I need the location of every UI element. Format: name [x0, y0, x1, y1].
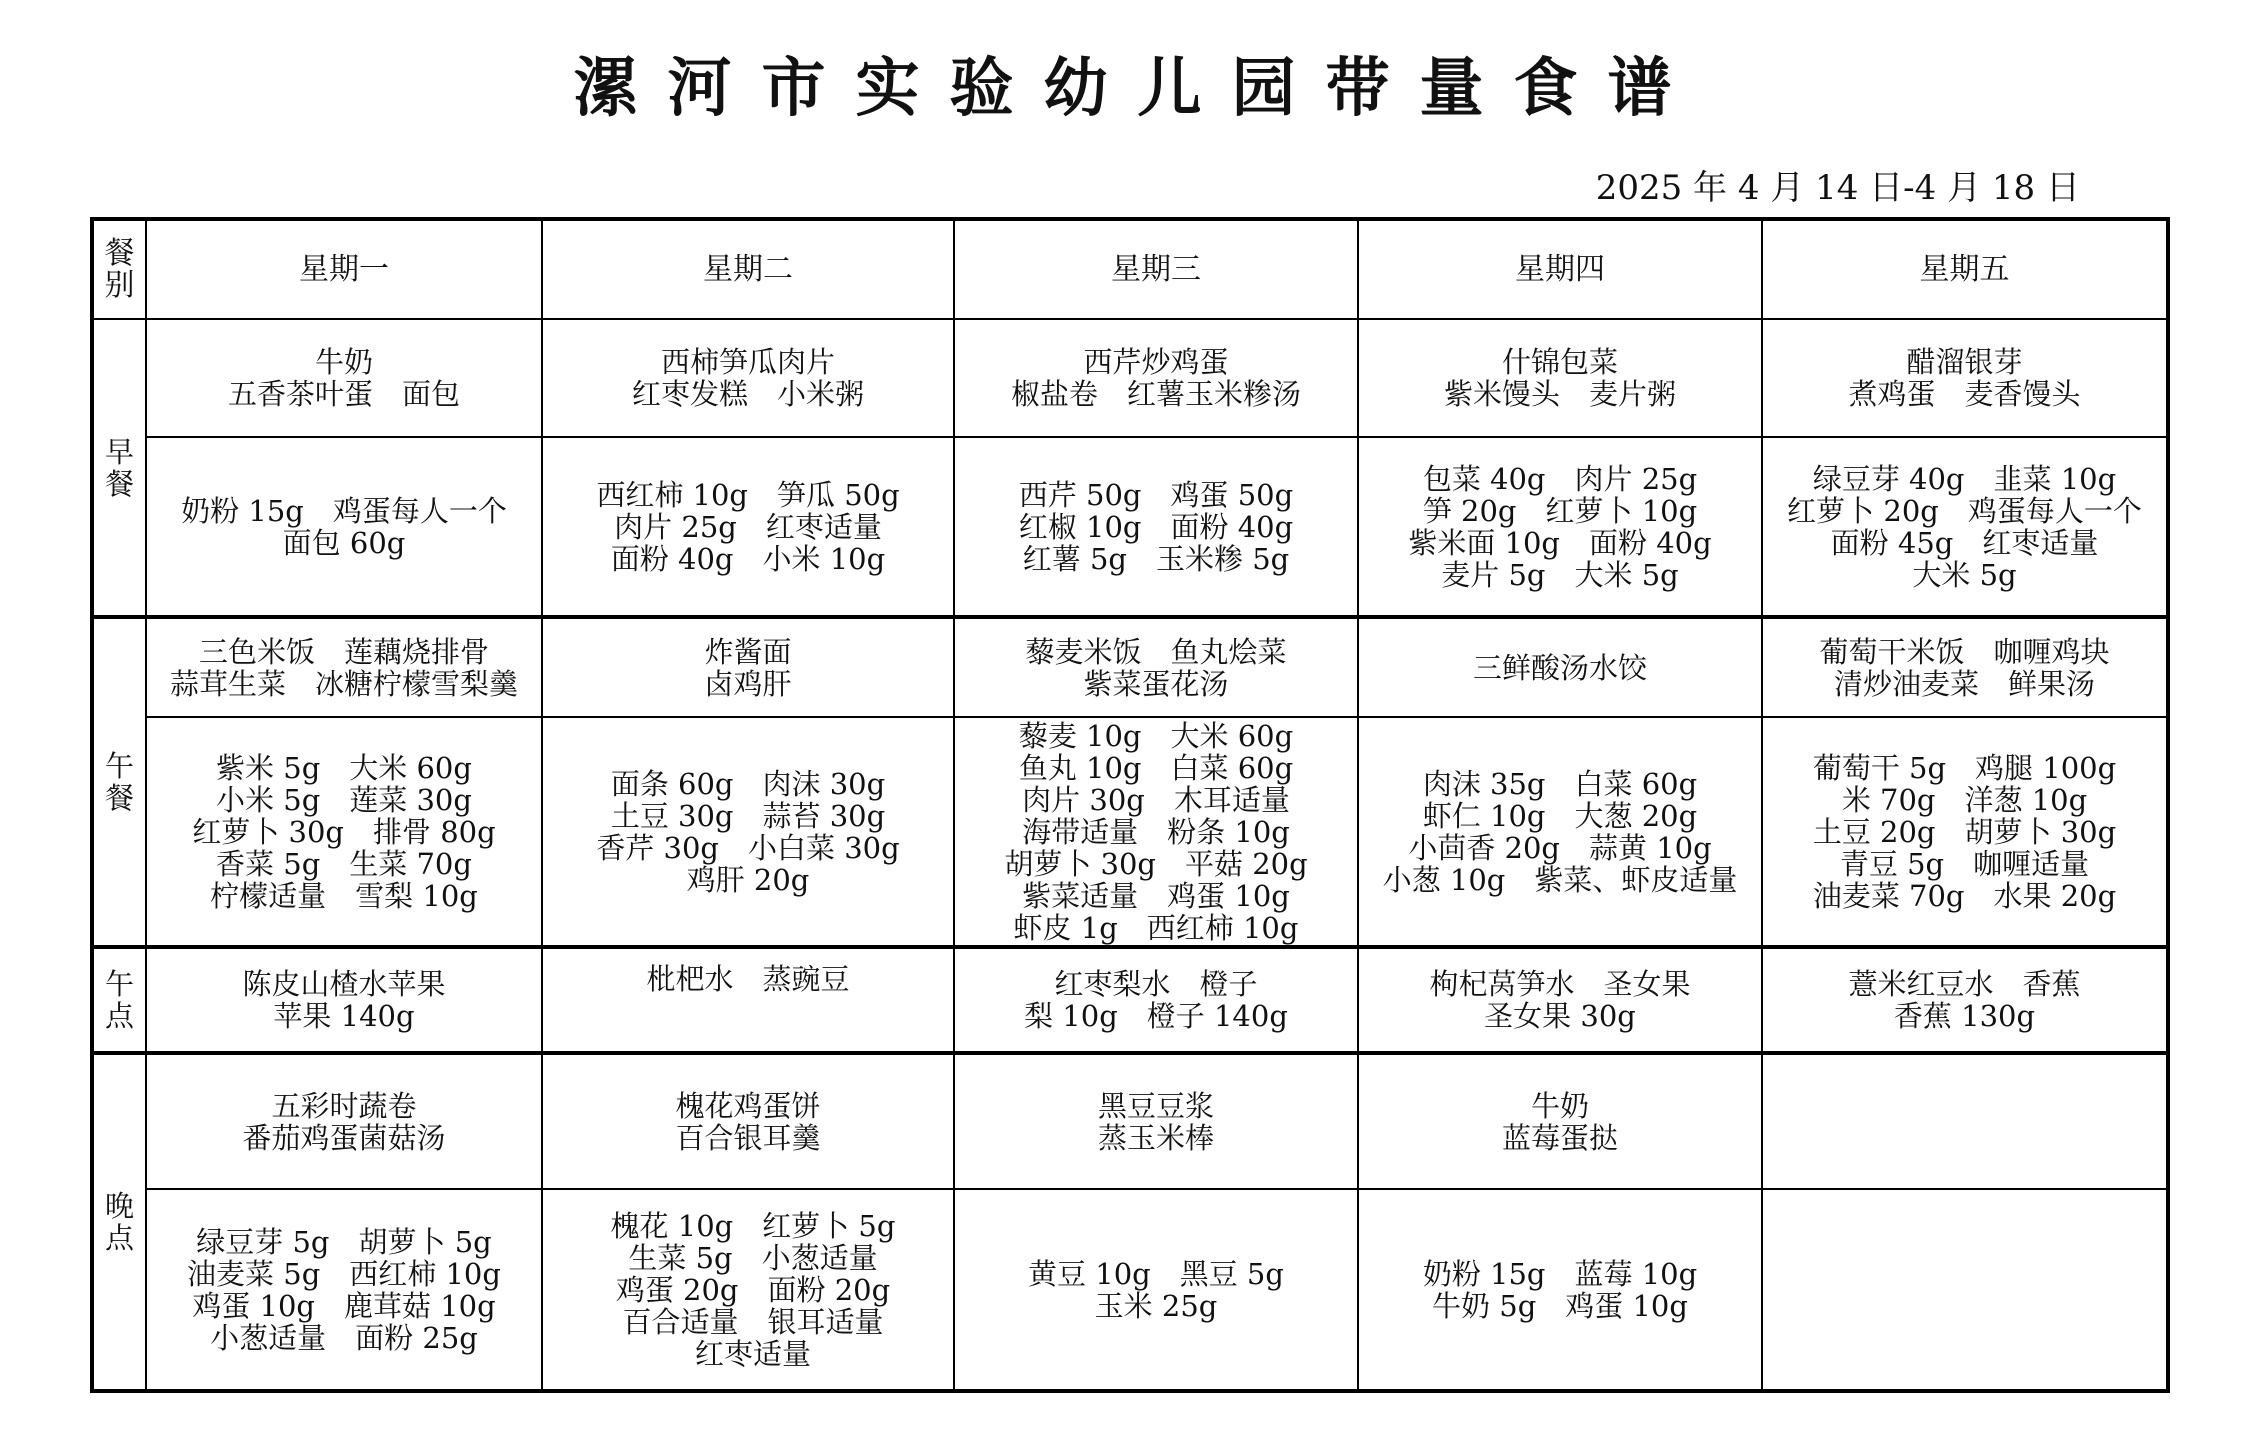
header-row — [92, 219, 2168, 319]
snack-mon: 陈皮山楂水苹果 苹果 140g — [146, 947, 542, 1053]
evening-dish-wed: 黑豆豆浆 蒸玉米棒 — [954, 1053, 1358, 1189]
breakfast-dish-wed: 西芹炒鸡蛋 椒盐卷 红薯玉米糁汤 — [954, 319, 1358, 437]
lunch-ingredients-mon: 紫米 5g 大米 60g 小米 5g 莲菜 30g 红萝卜 30g 排骨 80g 香菜 5g 生菜 70g 柠檬适量 雪梨 10g — [146, 717, 542, 947]
date-range: 2025 年 4 月 14 日-4 月 18 日 — [1595, 168, 2080, 208]
lunch-dish-tue: 炸酱面 卤鸡肝 — [542, 617, 954, 717]
evening-dish-mon: 五彩时蔬卷 番茄鸡蛋菌菇汤 — [146, 1053, 542, 1189]
evening-ingredients-thu: 奶粉 15g 蓝莓 10g 牛奶 5g 鸡蛋 10g — [1358, 1189, 1762, 1391]
breakfast-ingredients-wed: 西芹 50g 鸡蛋 50g 红椒 10g 面粉 40g 红薯 5g 玉米糁 5g — [954, 437, 1358, 617]
lunch-ingredients-row — [92, 717, 2168, 947]
breakfast-ingredients-thu: 包菜 40g 肉片 25g 笋 20g 红萝卜 10g 紫米面 10g 面粉 40g 麦片 5g 大米 5g — [1358, 437, 1762, 617]
breakfast-ingredients-row — [92, 437, 2168, 617]
evening-dish-fri — [1762, 1053, 2168, 1189]
day-header-fri: 星期五 — [1762, 219, 2168, 319]
meal-label-lunch: 午 餐 — [92, 617, 146, 947]
evening-ingredients-row — [92, 1189, 2168, 1391]
day-header-thu: 星期四 — [1358, 219, 1762, 319]
snack-fri: 薏米红豆水 香蕉 香蕉 130g — [1762, 947, 2168, 1053]
menu-table — [90, 217, 2170, 1393]
evening-dishes-row — [92, 1053, 2168, 1189]
lunch-ingredients-tue: 面条 60g 肉沫 30g 土豆 30g 蒜苔 30g 香芹 30g 小白菜 30g 鸡肝 20g — [542, 717, 954, 947]
evening-ingredients-mon: 绿豆芽 5g 胡萝卜 5g 油麦菜 5g 西红柿 10g 鸡蛋 10g 鹿茸菇 10g 小葱适量 面粉 25g — [146, 1189, 542, 1391]
snack-wed: 红枣梨水 橙子 梨 10g 橙子 140g — [954, 947, 1358, 1053]
evening-dish-thu: 牛奶 蓝莓蛋挞 — [1358, 1053, 1762, 1189]
meal-label-breakfast: 早 餐 — [92, 319, 146, 617]
breakfast-ingredients-tue: 西红柿 10g 笋瓜 50g 肉片 25g 红枣适量 面粉 40g 小米 10g — [542, 437, 954, 617]
evening-ingredients-wed: 黄豆 10g 黑豆 5g 玉米 25g — [954, 1189, 1358, 1391]
lunch-ingredients-thu: 肉沫 35g 白菜 60g 虾仁 10g 大葱 20g 小茴香 20g 蒜黄 10g 小葱 10g 紫菜、虾皮适量 — [1358, 717, 1762, 947]
lunch-dish-mon: 三色米饭 莲藕烧排骨 蒜茸生菜 冰糖柠檬雪梨羹 — [146, 617, 542, 717]
lunch-dish-fri: 葡萄干米饭 咖喱鸡块 清炒油麦菜 鲜果汤 — [1762, 617, 2168, 717]
breakfast-dish-thu: 什锦包菜 紫米馒头 麦片粥 — [1358, 319, 1762, 437]
breakfast-ingredients-mon: 奶粉 15g 鸡蛋每人一个 面包 60g — [146, 437, 542, 617]
meal-label-snack: 午 点 — [92, 947, 146, 1053]
breakfast-dish-tue: 西柿笋瓜肉片 红枣发糕 小米粥 — [542, 319, 954, 437]
breakfast-ingredients-fri: 绿豆芽 40g 韭菜 10g 红萝卜 20g 鸡蛋每人一个 面粉 45g 红枣适量 大米 5g — [1762, 437, 2168, 617]
lunch-dish-thu: 三鲜酸汤水饺 — [1358, 617, 1762, 717]
lunch-dish-wed: 藜麦米饭 鱼丸烩菜 紫菜蛋花汤 — [954, 617, 1358, 717]
day-header-mon: 星期一 — [146, 219, 542, 319]
breakfast-dish-mon: 牛奶 五香茶叶蛋 面包 — [146, 319, 542, 437]
lunch-dishes-row — [92, 617, 2168, 717]
evening-ingredients-fri — [1762, 1189, 2168, 1391]
breakfast-dishes-row — [92, 319, 2168, 437]
evening-ingredients-tue: 槐花 10g 红萝卜 5g 生菜 5g 小葱适量 鸡蛋 20g 面粉 20g 百合适量 银耳适量 红枣适量 — [542, 1189, 954, 1391]
day-header-wed: 星期三 — [954, 219, 1358, 319]
breakfast-dish-fri: 醋溜银芽 煮鸡蛋 麦香馒头 — [1762, 319, 2168, 437]
lunch-ingredients-wed: 藜麦 10g 大米 60g 鱼丸 10g 白菜 60g 肉片 30g 木耳适量 海带适量 粉条 10g 胡萝卜 30g 平菇 20g 紫菜适量 鸡蛋 10g 虾皮 1g 西红柿 10g — [954, 717, 1358, 947]
snack-row — [92, 947, 2168, 1053]
evening-dish-tue: 槐花鸡蛋饼 百合银耳羹 — [542, 1053, 954, 1189]
page-title: 漯河市实验幼儿园带量食谱 — [573, 52, 1702, 126]
day-header-tue: 星期二 — [542, 219, 954, 319]
meal-label-evening: 晚 点 — [92, 1053, 146, 1391]
lunch-ingredients-fri: 葡萄干 5g 鸡腿 100g 米 70g 洋葱 10g 土豆 20g 胡萝卜 30g 青豆 5g 咖喱适量 油麦菜 70g 水果 20g — [1762, 717, 2168, 947]
snack-thu: 枸杞莴笋水 圣女果 圣女果 30g — [1358, 947, 1762, 1053]
snack-tue: 枇杷水 蒸豌豆 — [542, 947, 954, 1053]
meal-column-header: 餐 别 — [92, 219, 146, 319]
